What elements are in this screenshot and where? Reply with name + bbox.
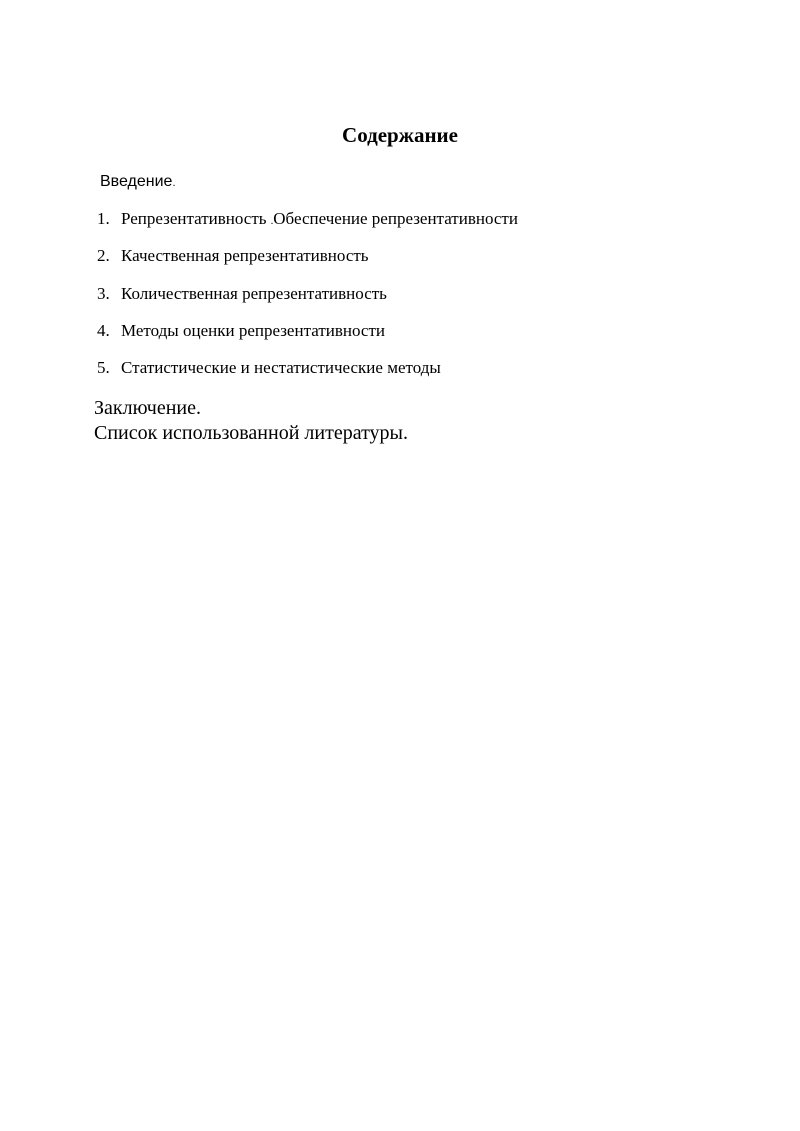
toc-item-4 [97,321,518,358]
toc-item-number: 5. [97,358,110,378]
toc-item-number: 2. [97,246,110,266]
toc-item-number: 4. [97,320,110,340]
toc-item-text: Статистические и нестатистические методы [121,358,441,378]
toc-item-text: Количественная репрезентативность [121,283,387,303]
toc-item-dot: . [270,216,274,227]
toc-item-3 [97,284,518,321]
toc-closing [94,396,408,446]
toc-conclusion: Заключение. [94,397,201,419]
toc-intro-label: Введение [100,173,173,190]
toc-bibliography: Список использованной литературы. [94,422,408,444]
toc-item-number: 1. [97,209,110,228]
toc-item-text-continued: Обеспечение репрезентативности [273,209,518,228]
toc-item-text: Качественная репрезентативность [121,246,369,266]
toc-item-5 [97,358,518,395]
toc-intro-dot: . [172,177,176,189]
toc-list [97,209,518,395]
toc-item-2 [97,246,518,283]
toc-item-number: 3. [97,283,110,303]
toc-item-text: Репрезентативность [121,209,271,228]
toc-intro [100,172,176,193]
toc-item-text: Методы оценки репрезентативности [121,320,385,340]
toc-title: Содержание [342,123,458,147]
toc-item-1 [97,209,518,246]
